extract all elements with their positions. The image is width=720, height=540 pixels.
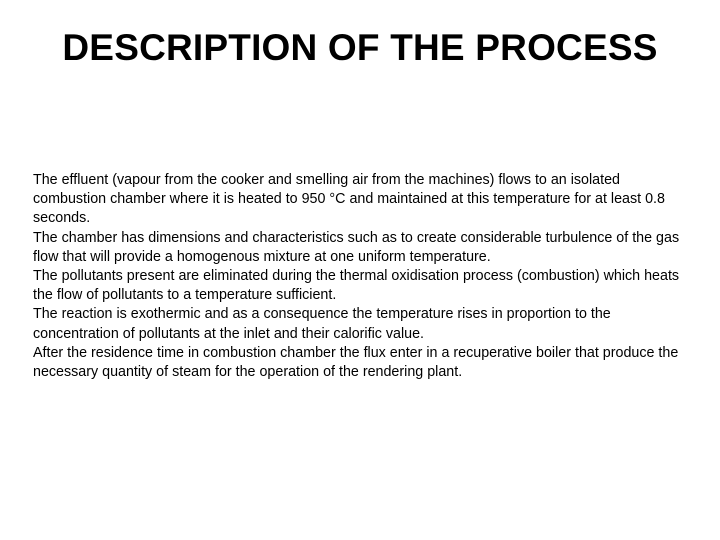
paragraph-recuperative-boiler: After the residence time in combustion chamber the flux enter in a recuperative boiler that produce the necessary quantity of steam for the operation of the rendering plant. (33, 344, 679, 381)
paragraph-pollutant-elimination: The pollutants present are eliminated during the thermal oxidisation process (combustion) which heats the flow of pollutants to a temperature sufficient. (33, 268, 680, 304)
slide-title: DESCRIPTION OF THE PROCESS (62, 27, 658, 68)
paragraph-chamber-turbulence: The chamber has dimensions and characteristics such as to create considerable turbulence of the gas flow that will provide a homogenous mixture at one uniform temperature. (33, 229, 680, 265)
paragraph-effluent-flow: The effluent (vapour from the cooker and smelling air from the machines) flows to an isolated combustion chamber where it is heated to 950 °C and maintained at this temperature for at least 0.8 seconds. (33, 172, 665, 227)
paragraph-exothermic-reaction: The reaction is exothermic and as a consequence the temperature rises in proportion to the concentration of pollutants at the inlet and their calorific value. (33, 306, 611, 342)
body-text (33, 171, 693, 382)
